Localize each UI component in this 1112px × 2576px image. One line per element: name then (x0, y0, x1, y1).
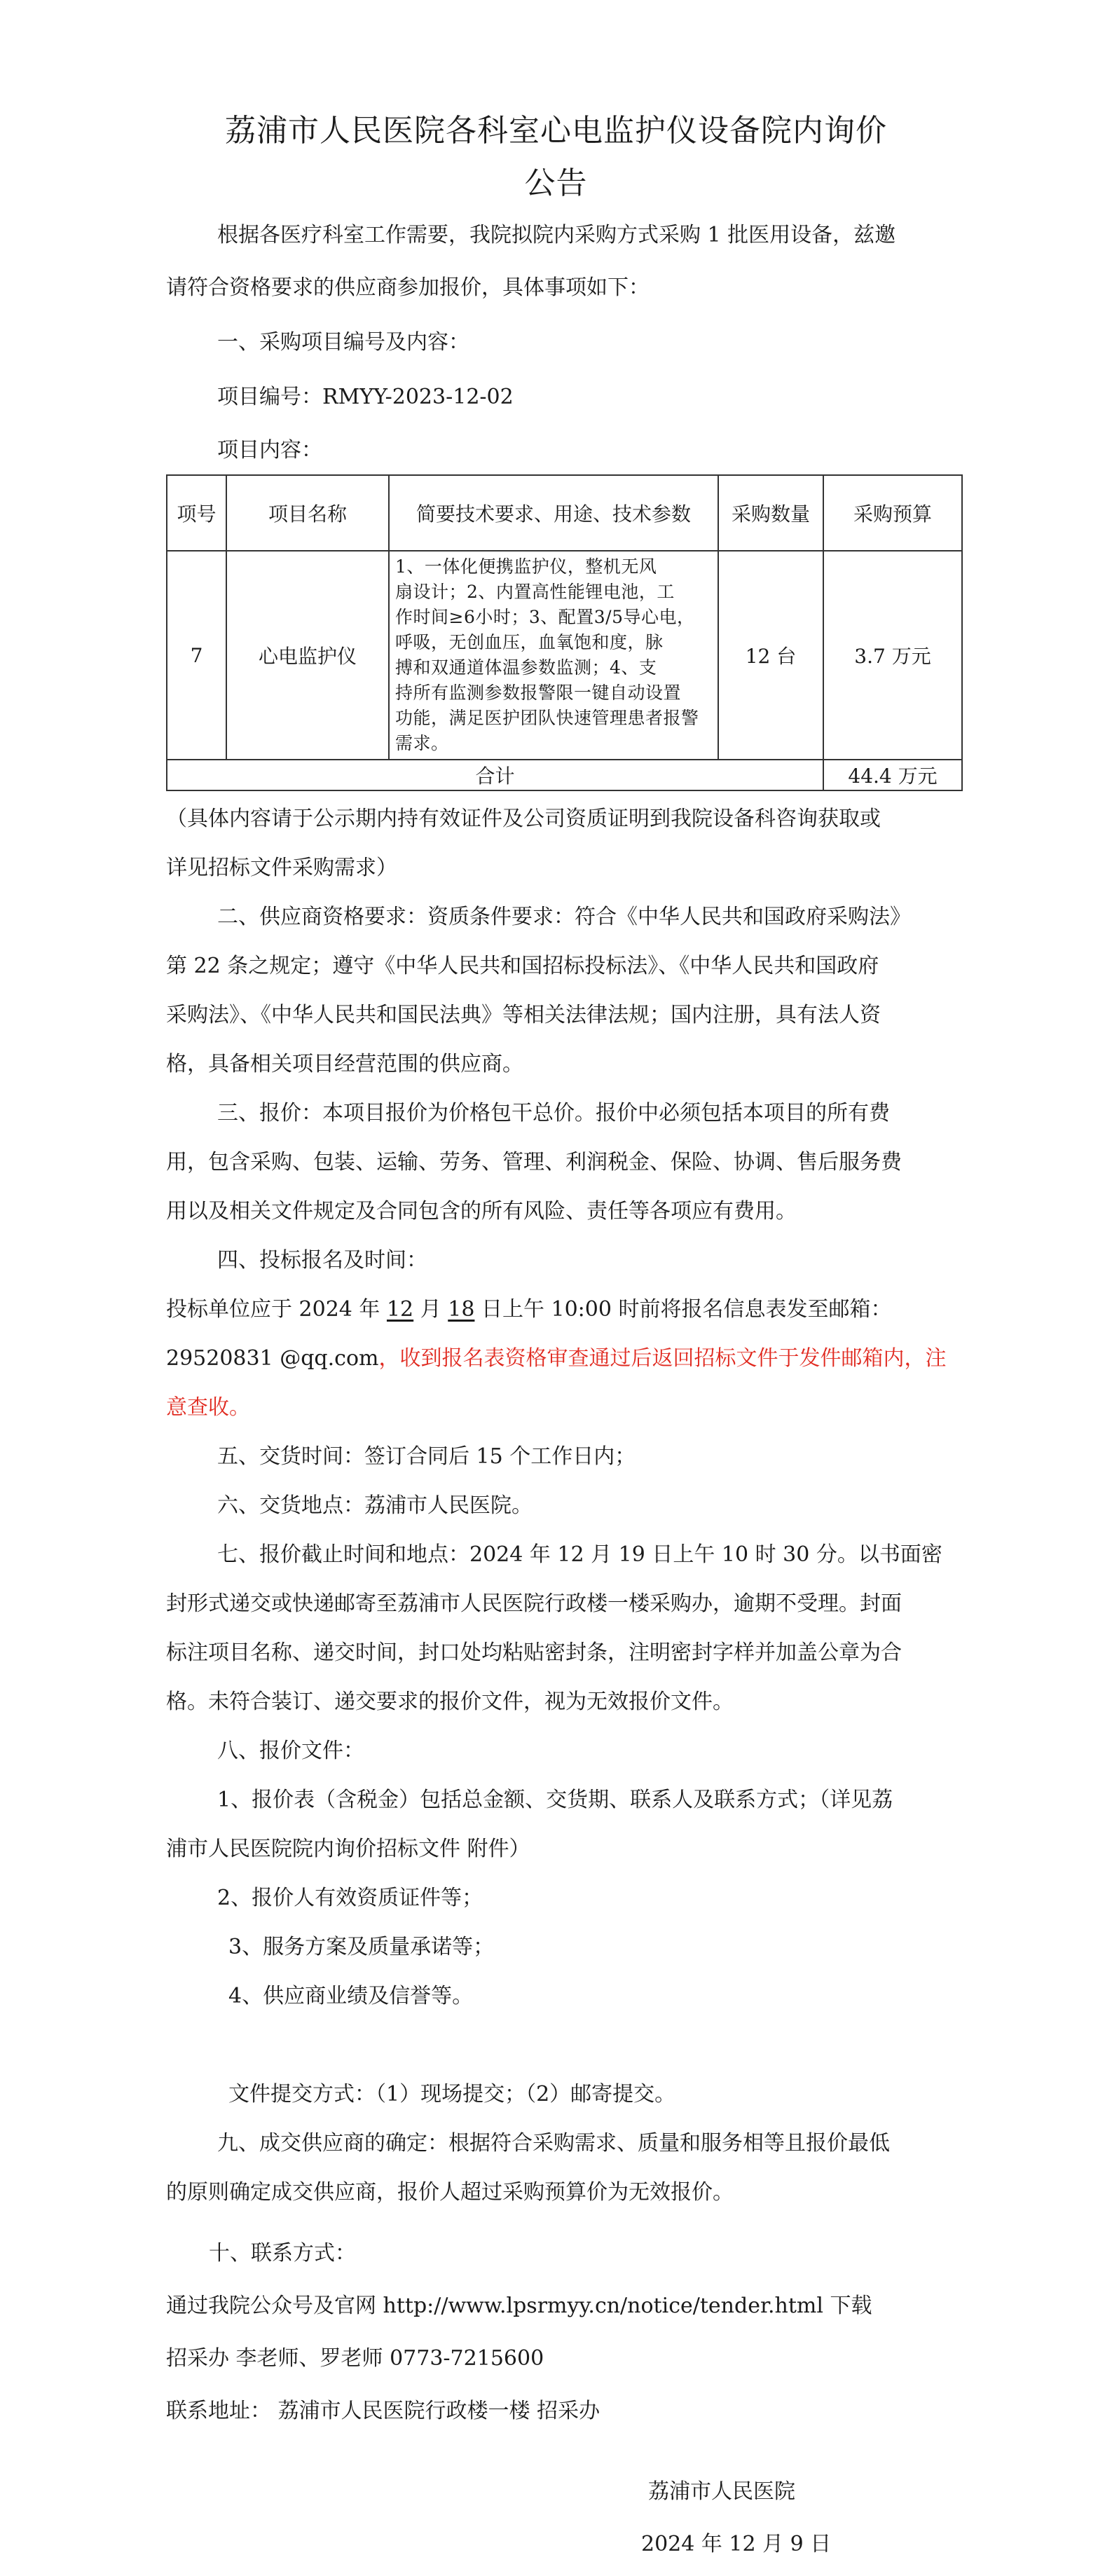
spec-line: 需求。 (395, 733, 449, 753)
section1-heading: 一、采购项目编号及内容： (217, 330, 469, 355)
section4-line2 (166, 1344, 947, 1373)
intro-line2: 请符合资格要求的供应商参加报价，具体事项如下： (166, 275, 650, 300)
section2-line4: 格，具备相关项目经营范围的供应商。 (166, 1052, 523, 1076)
section7-line2: 封形式递交或快递邮寄至荔浦市人民医院行政楼一楼采购办，逾期不受理。封面 (166, 1591, 902, 1616)
deadline-month: 12 (386, 1297, 414, 1322)
cell-item-name: 心电监护仪 (226, 551, 389, 760)
header-quantity: 采购数量 (718, 475, 823, 551)
section2-line2: 第 22 条之规定；遵守《中华人民共和国招标投标法》、《中华人民共和国政府 (166, 954, 879, 978)
registration-email[interactable]: 29520831 @qq.com (166, 1346, 379, 1371)
intro-line1: 根据各医疗科室工作需要，我院拟院内采购方式采购 1 批医用设备，兹邀 (217, 223, 896, 247)
header-item-no: 项号 (167, 475, 226, 551)
section3-line1: 三、报价：本项目报价为价格包干总价。报价中必须包括本项目的所有费 (217, 1101, 890, 1125)
section6: 六、交货地点：荔浦市人民医院。 (217, 1493, 533, 1518)
submission-method: 文件提交方式：（1）现场提交；（2）邮寄提交。 (228, 2082, 676, 2106)
section7-line1: 七、报价截止时间和地点：2024 年 12 月 19 日上午 10 时 30 分。以书面密 (217, 1542, 942, 1567)
total-label: 合计 (167, 760, 823, 790)
deadline-text-b: 月 (413, 1297, 448, 1322)
section8-item3: 3、服务方案及质量承诺等； (228, 1935, 495, 1959)
section5: 五、交货时间：签订合同后 15 个工作日内； (217, 1444, 636, 1469)
section8-heading: 八、报价文件： (217, 1739, 364, 1763)
section4-line3: 意查收。 (166, 1395, 250, 1420)
document-title-line1: 荔浦市人民医院各科室心电监护仪设备院内询价 (225, 113, 887, 149)
cell-budget: 3.7 万元 (823, 551, 962, 760)
project-content-label: 项目内容： (217, 438, 322, 463)
spec-line: 功能，满足医护团队快速管理患者报警 (395, 708, 699, 728)
spec-line: 扇设计；2、内置高性能锂电池，工 (395, 582, 675, 602)
header-budget: 采购预算 (823, 475, 962, 551)
document-title-line2: 公告 (524, 165, 588, 201)
table-header-row (167, 475, 962, 551)
spec-line: 呼吸，无创血压，血氧饱和度，脉 (395, 632, 664, 652)
deadline-text-a: 投标单位应于 2024 年 (166, 1297, 387, 1322)
spec-line: 搏和双通道体温参数监测；4、支 (395, 657, 657, 678)
deadline-text-c: 日上午 10:00 时前将报名信息表发至邮箱： (474, 1297, 892, 1322)
section2-line1: 二、供应商资格要求：资质条件要求：符合《中华人民共和国政府采购法》 (217, 905, 911, 929)
deadline-day: 18 (448, 1297, 475, 1322)
spec-line: 持所有监测参数报警限一键自动设置 (395, 683, 682, 703)
spec-line: 1、一体化便携监护仪，整机无风 (395, 556, 657, 577)
project-number: 项目编号：RMYY-2023-12-02 (217, 385, 514, 409)
header-spec: 简要技术要求、用途、技术参数 (389, 475, 718, 551)
spec-line: 作时间≥6小时；3、配置3/5导心电， (395, 607, 695, 627)
table-total-row (167, 760, 962, 790)
cell-item-no: 7 (167, 551, 226, 760)
section4-heading: 四、投标报名及时间： (217, 1248, 427, 1273)
signature-date: 2024 年 12 月 9 日 (641, 2532, 832, 2556)
section8-item1-line2: 浦市人民医院院内询价招标文件 附件） (166, 1837, 530, 1861)
section8-item4: 4、供应商业绩及信誉等。 (228, 1984, 474, 2008)
header-item-name: 项目名称 (226, 475, 389, 551)
note-line2: 详见招标文件采购需求） (166, 856, 397, 880)
cell-quantity: 12 台 (718, 551, 823, 760)
section10-heading: 十、联系方式： (209, 2241, 356, 2266)
total-value: 44.4 万元 (823, 760, 962, 790)
section7-line3: 标注项目名称、递交时间，封口处均粘贴密封条，注明密封字样并加盖公章为合 (166, 1640, 902, 1665)
contact-address: 联系地址： 荔浦市人民医院行政楼一楼 招采办 (166, 2399, 600, 2423)
download-info: 通过我院公众号及官网 http://www.lpsrmyy.cn/notice/tender.html 下载 (166, 2294, 872, 2318)
email-notice-red: ，收到报名表资格审查通过后返回招标文件于发件邮箱内，注 (378, 1346, 947, 1371)
section4-line1 (166, 1295, 892, 1324)
signature-organization: 荔浦市人民医院 (648, 2479, 795, 2504)
section2-line3: 采购法》、《中华人民共和国民法典》等相关法律法规；国内注册，具有法人资 (166, 1003, 881, 1027)
section3-line3: 用以及相关文件规定及合同包含的所有风险、责任等各项应有费用。 (166, 1199, 797, 1224)
cell-spec (389, 551, 718, 760)
section8-item1-line1: 1、报价表（含税金）包括总金额、交货期、联系人及联系方式；（详见荔 (217, 1788, 893, 1812)
section7-line4: 格。未符合装订、递交要求的报价文件，视为无效报价文件。 (166, 1690, 734, 1714)
section3-line2: 用，包含采购、包装、运输、劳务、管理、利润税金、保险、协调、售后服务费 (166, 1150, 902, 1174)
contact-info: 招采办 李老师、罗老师 0773-7215600 (166, 2346, 544, 2371)
procurement-table (166, 474, 963, 791)
section8-item2: 2、报价人有效资质证件等； (217, 1886, 483, 1910)
table-row (167, 551, 962, 760)
note-line1: （具体内容请于公示期内持有效证件及公司资质证明到我院设备科咨询获取或 (166, 807, 881, 831)
section9-line1: 九、成交供应商的确定：根据符合采购需求、质量和服务相等且报价最低 (217, 2131, 890, 2156)
section9-line2: 的原则确定成交供应商，报价人超过采购预算价为无效报价。 (166, 2180, 734, 2205)
